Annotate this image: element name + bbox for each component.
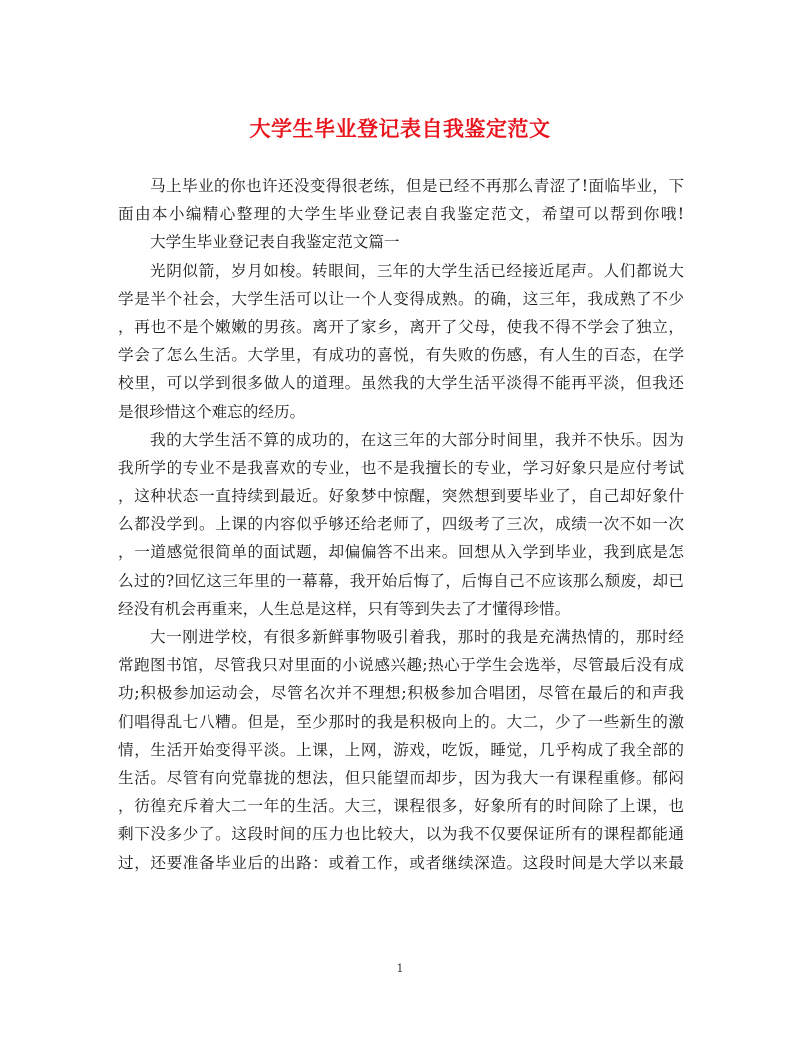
text-line: 情，生活开始变得平淡。上课，上网，游戏，吃饭，睡觉，几乎构成了我全部的	[118, 740, 684, 759]
text-line: 常跑图书馆，尽管我只对里面的小说感兴趣;热心于学生会选举，尽管最后没有成	[118, 656, 684, 675]
text-line: 么过的?回忆这三年里的一幕幕，我开始后悔了，后悔自己不应该那么颓废，却已	[118, 571, 684, 590]
text-line: 我的大学生活不算的成功的，在这三年的大部分时间里，我并不快乐。因为	[150, 430, 684, 449]
text-line: 大一刚进学校，有很多新鲜事物吸引着我，那时的我是充满热情的，那时经	[150, 628, 684, 646]
text-line: ，这种状态一直持续到最近。好象梦中惊醒，突然想到要毕业了，自己却好象什	[118, 487, 684, 506]
text-line: 面由本小编精心整理的大学生毕业登记表自我鉴定范文，希望可以帮到你哦!	[118, 205, 684, 224]
text-line: ，一道感觉很简单的面试题，却偏偏答不出来。回想从入学到毕业，我到底是怎	[118, 543, 684, 562]
text-line: ，彷徨充斥着大二一年的生活。大三，课程很多，好象所有的时间除了上课，也	[118, 797, 684, 816]
text-line: 是很珍惜这个难忘的经历。	[118, 402, 306, 421]
text-line: 我所学的专业不是我喜欢的专业，也不是我擅长的专业，学习好象只是应付考试	[118, 458, 684, 477]
text-line: 学会了怎么生活。大学里，有成功的喜悦，有失败的伤感，有人生的百态，在学	[118, 346, 684, 365]
text-line: 马上毕业的你也许还没变得很老练，但是已经不再那么青涩了!面临毕业，下	[150, 177, 684, 195]
text-line: ，再也不是个嫩嫩的男孩。离开了家乡，离开了父母，使我不得不学会了独立，	[118, 317, 684, 336]
text-line: 生活。尽管有向党靠拢的想法，但只能望而却步，因为我大一有课程重修。郁闷	[118, 768, 684, 787]
text-line: 经没有机会再重来，人生总是这样，只有等到失去了才懂得珍惜。	[118, 599, 571, 618]
text-line: 过，还要准备毕业后的出路：或着工作，或者继续深造。这段时间是大学以来最	[118, 853, 684, 872]
text-line: 功;积极参加运动会，尽管名次并不理想;积极参加合唱团，尽管在最后的和声我	[118, 684, 684, 703]
document-title: 大学生毕业登记表自我鉴定范文	[249, 116, 551, 141]
page-number: 1	[396, 962, 404, 975]
text-line: 光阴似箭，岁月如梭。转眼间，三年的大学生活已经接近尾声。人们都说大	[150, 261, 684, 280]
text-line: 学是半个社会，大学生活可以让一个人变得成熟。的确，这三年，我成熟了不少	[118, 289, 684, 308]
text-line: 么都没学到。上课的内容似乎够还给老师了，四级考了三次，成绩一次不如一次	[118, 515, 684, 534]
text-line: 校里，可以学到很多做人的道理。虽然我的大学生活平淡得不能再平淡，但我还	[118, 374, 684, 393]
document-body	[118, 172, 684, 877]
text-line: 们唱得乱七八糟。但是，至少那时的我是积极向上的。大二，少了一些新生的激	[118, 712, 684, 731]
text-line: 剩下没多少了。这段时间的压力也比较大，以为我不仅要保证所有的课程都能通	[118, 825, 684, 844]
section-heading: 大学生毕业登记表自我鉴定范文篇一	[150, 233, 400, 252]
